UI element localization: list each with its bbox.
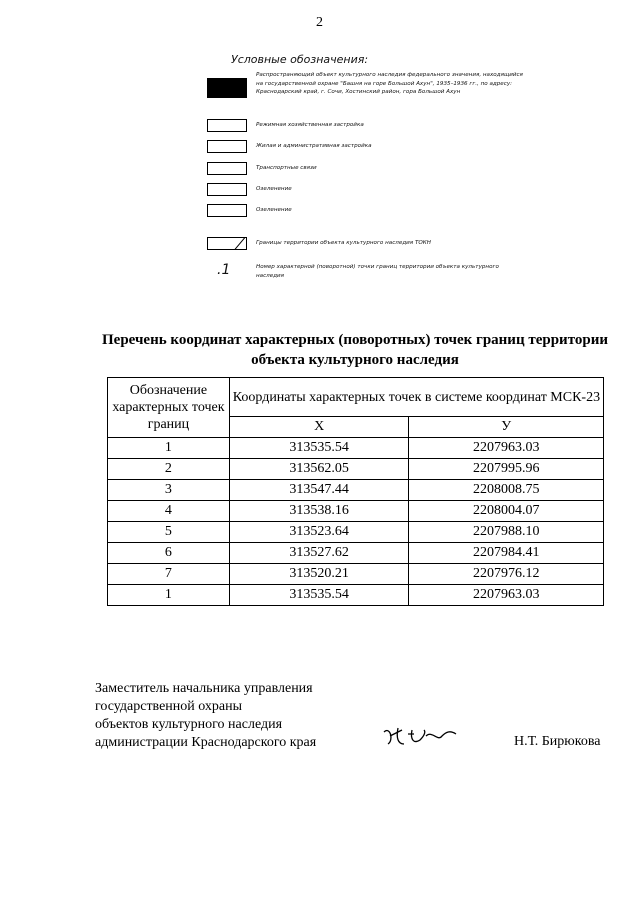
table-row	[108, 543, 604, 564]
table-heading-line: объекта культурного наследия	[251, 352, 459, 368]
legend-swatch-empty	[207, 162, 247, 175]
legend-marker-text: Номер характерной (поворотной) точки границ территории объекта культурного наследия	[256, 264, 499, 279]
cell-x: 313535.54	[229, 438, 409, 459]
legend-swatch-empty	[207, 119, 247, 132]
cell-point: 5	[108, 522, 230, 543]
cell-y: 2207976.12	[409, 564, 604, 585]
signature-block	[95, 680, 316, 752]
cell-x: 313547.44	[229, 480, 409, 501]
legend-swatch-empty	[207, 183, 247, 196]
table-row	[108, 522, 604, 543]
cell-y: 2208004.07	[409, 501, 604, 522]
legend-marker-symbol: .1	[217, 262, 231, 278]
table-row	[108, 438, 604, 459]
table-row	[108, 480, 604, 501]
header-y: У	[409, 417, 604, 438]
cell-x: 313527.62	[229, 543, 409, 564]
table-heading	[95, 330, 615, 370]
signer-position-line: государственной охраны	[95, 699, 243, 714]
cell-x: 313538.16	[229, 501, 409, 522]
cell-y: 2207963.03	[409, 438, 604, 459]
cell-point: 6	[108, 543, 230, 564]
signer-position-line: администрации Краснодарского края	[95, 735, 317, 750]
cell-point: 4	[108, 501, 230, 522]
legend-swatch-empty	[207, 204, 247, 217]
cell-x: 313535.54	[229, 585, 409, 606]
cell-point: 7	[108, 564, 230, 585]
legend-title: Условные обозначения:	[231, 53, 369, 66]
legend-item-text: Жилая и административная застройка	[256, 143, 372, 149]
signer-name: Н.Т. Бирюкова	[514, 734, 601, 749]
signer-position-line: объектов культурного наследия	[95, 717, 283, 732]
cell-point: 2	[108, 459, 230, 480]
table-row	[108, 501, 604, 522]
signer-position-line: Заместитель начальника управления	[95, 681, 313, 696]
legend-swatch-filled	[207, 78, 247, 98]
cell-y: 2208008.75	[409, 480, 604, 501]
table-row	[108, 564, 604, 585]
cell-y: 2207988.10	[409, 522, 604, 543]
header-x: X	[229, 417, 409, 438]
legend-item-text: Распространяющий объект культурного наследия федерального значения, находящийся на государственной охране "Башня на горе Большой Ахун", 1935–1936 гг., по адресу: Краснодарский край, г. Сочи, Хостинский район, гора Большой Ахун	[256, 72, 523, 96]
table-row	[108, 585, 604, 606]
legend-item-text: Режимная хозяйственная застройка	[256, 122, 364, 128]
cell-y: 2207984.41	[409, 543, 604, 564]
handwritten-signature	[380, 722, 460, 752]
header-point: Обозначение характерных точек границ	[108, 378, 230, 438]
table-row	[108, 459, 604, 480]
cell-x: 313520.21	[229, 564, 409, 585]
legend-swatch-empty	[207, 140, 247, 153]
cell-y: 2207963.03	[409, 585, 604, 606]
header-coordinates: Координаты характерных точек в системе координат МСК-23	[229, 378, 603, 417]
cell-point: 1	[108, 438, 230, 459]
cell-point: 3	[108, 480, 230, 501]
cell-x: 313523.64	[229, 522, 409, 543]
cell-x: 313562.05	[229, 459, 409, 480]
legend-swatch-boundary	[207, 237, 247, 250]
legend-item-text: Транспортные связи	[256, 165, 317, 171]
table-heading-line: Перечень координат характерных (поворотных) точек границ территории	[102, 332, 608, 348]
legend-item-text: Границы территории объекта культурного наследия ТОКН	[256, 240, 431, 246]
cell-y: 2207995.96	[409, 459, 604, 480]
legend-item-text: Озеленение	[256, 186, 292, 192]
coordinates-table	[107, 377, 604, 606]
cell-point: 1	[108, 585, 230, 606]
page-number: 2	[316, 15, 323, 30]
legend-item-text: Озеленение	[256, 207, 292, 213]
